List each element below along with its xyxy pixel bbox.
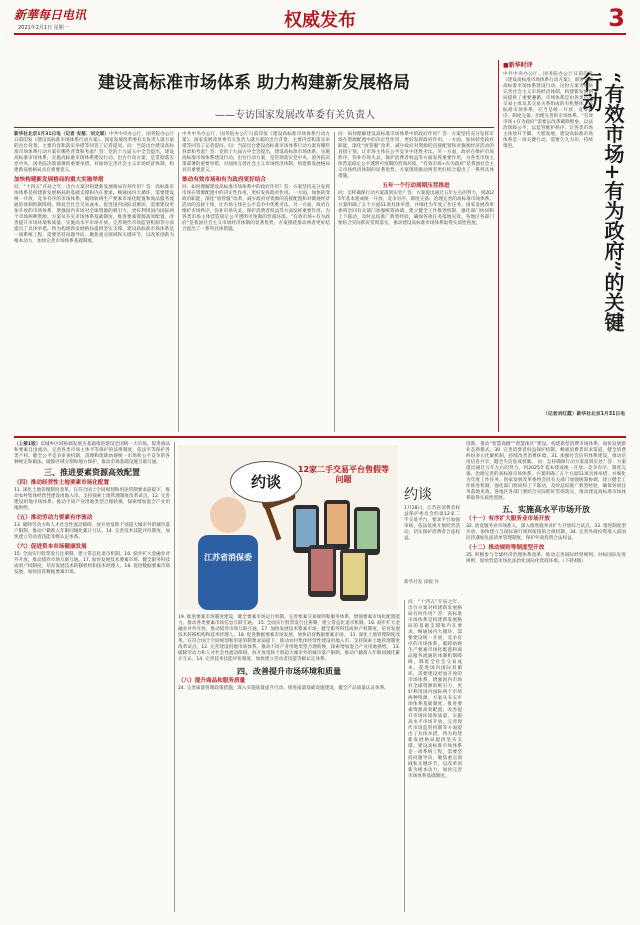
bottom-column-1 [14,442,170,912]
subsection-6-body: 15. 全面实行股票发行注册制，建立常态化退市机制。16. 稳步扩大金融业对外开放，推动债券市场互联互通。17. 加快发展技术要素市场，健全职务科技成果产权制度，培育发展技术转移机构和技术经理人。18. 促进数据要素市场发展，加快培育数据要素市场。 [14,552,170,575]
col2-body: 中共中央办公厅、国务院办公厅日前印发《建设高标准市场体系行动方案》。国家发展改革委有关负责人就方案的出台背景、主要内容和落实举措等回答了记者提问。问：当前出台建设高标准市场体系行动方案有哪些背景和考虑？答：党的十九届五中全会提出，建设高标准市场体系，实施高标准市场体系建设行动。出台行动方案，是贯彻落实党中央、国务院决策部署的重要举措，对加快完善社会主义市场经济体制、构建新发展格局具有重要意义。 [182,132,330,173]
masthead-logo: 新華每日电讯 [14,8,87,22]
subsection-4-body: 11. 深化土地管理制度改革。在符合国土空间规划和用途管制要求前提下，推动农村集体经营性建设用地入市。支持探索土地管理制度改革试点。12. 完善建设用地市场体系。推动不同产业用地类型合理转换，探索增加混合产业用地供给。 [14,488,170,511]
continued-marker: （上接1版） [14,442,41,447]
section-heading-3: 五年一个行动周期压茬推进 [382,183,450,189]
right-body-extra: 问：怎样确保行动方案落到实处？答：方案提出通过五年左右的努力，到2025年基本建成统一开放、竞争有序、制度完备、治理完善的高标准市场体系。方案明确了五个方面51项具体举措，并细化为年度工作任务。国家发展改革委将会同有关部门加强统筹协调，建立健全工作推进机制，强化部门协同和上下联动，及时总结推广典型经验，确保各项任务落地见效。各地区各部门要结合实际抓好贯彻落实，推动建设高标准市场体系取得实质性进展。 [466,460,626,501]
column-divider [178,132,179,432]
section-body-2: 问：如何理解建设高标准市场体系中的政府作用？答：方案坚持充分发挥市场在资源配置中的决定性作用，更好发挥政府作用。一方面，加快转变政府职能，深化“放管服”改革，减少政府对资源的直接配置和对微观经济活动的直接干预，让市场主体在公平竞争中优胜劣汰。另一方面，政府在维护市场秩序、弥补市场失灵、保护消费者权益等方面发挥重要作用，为各类市场主体营造稳定公平透明可预期的营商环境。“有效市场+有为政府”是我国社会主义市场经济体制的显著优势，方案围绕推动两者更好结合提出了一系列具体措施。 [182,185,330,232]
headline-rule [14,127,494,128]
column-3 [338,132,494,432]
column-divider [404,600,405,912]
section-heading-1: 加快构建新发展格局的重大实施举措 [14,177,104,183]
left-of-right-column: 问：“十四五”开局之年，出台方案对构建新发展格局有何作用？答：高标准市场体系是构建新发展格局的基础支撑和内在要求。畅通国内大循环，需要建设统一开放、竞争有序的市场体系，破除妨碍生产要素市场化配置和商品服务流通的体制机制障碍，降低全社会交易成本。促进国内国际双循环，需要建设更加开放的市场体系，增强国内市场对全球资源的吸引力，更好利用国内国际两个市场两种资源。方案从夯实市场体系基础制度、推进要素资源高效配置、改善提升市场环境和质量、实施高水平市场开放、完善现代市场监管机制等方面提出了具体举措，将为构建新发展格局提供坚实支撑。建设高标准市场体系是一项系统工程，需要坚持问题导向，聚焦重点领域和关键环节，以改革创新为根本动力，加快完善市场体系基础制度。 [408,600,462,779]
middle-column [178,615,400,912]
column-divider [174,442,175,912]
sidebar-label: ■新华时评 [503,62,533,69]
column-2 [182,132,330,432]
subsection-11: （十一）有序扩大服务业市场开放 [466,516,550,522]
middle-body-more-2: 13. 破除劳动力和人才社会性流动障碍。放开放宽除个别超大城市外的城市落户限制，推动户籍准入年限同城化累计互认。14. 完善技术技能评价制度，加快建立劳动者技能等级认定体系。 [178,645,400,662]
subsection-5-body: 13. 破除劳动力和人才社会性流动障碍。放开放宽除个别超大城市外的城市落户限制，推动户籍准入年限同城化累计互认。14. 完善技术技能评价制度，加快建立劳动者技能等级认定体系。 [14,523,170,540]
sidebar-credit: （记者刘红霞）新华社北京1月31日电 [543,412,625,417]
headline-subtitle: ——专访国家发展改革委有关负责人 [215,110,375,121]
subsection-8-body: 24. 完善质量管理政策措施，深入实施质量提升行动，推进质量基础设施建设，健全产品质量认证体系。 [178,686,389,691]
subsection-4: （四）推动经营性土地要素市场化配置 [14,480,110,486]
subsection-12-body: 35. 积极参与全球经济治理体系改革，推动完善国际经贸规则。对标国际先进规则，加快营造市场化法治化国际化营商环境。（下转4版） [466,553,626,564]
headline: 建设高标准市场体系 助力构建新发展格局 [98,73,410,93]
masthead-rule [14,33,626,35]
speech-bubble: 约谈 [230,461,302,503]
cartoon-banner: 12家二手交易平台售假等问题 [297,465,390,484]
section-body-1: 问：“十四五”开局之年，出台方案对构建新发展格局有何作用？答：高标准市场体系是构建新发展格局的基础支撑和内在要求。畅通国内大循环，需要建设统一开放、竞争有序的市场体系，破除妨碍生产要素市场化配置和商品服务流通的体制机制障碍，降低全社会交易成本。促进国内国际双循环，需要建设更加开放的市场体系，增强国内市场对全球资源的吸引力，更好利用国内国际两个市场两种资源。方案从夯实市场体系基础制度、推进要素资源高效配置、改善提升市场环境和质量、实施高水平市场开放、完善现代市场监管机制等方面提出了具体举措，将为构建新发展格局提供坚实支撑。建设高标准市场体系是一项系统工程，需要坚持问题导向，聚焦重点领域和关键环节，以改革创新为根本动力，加快完善市场体系基础制度。 [14,185,174,244]
section-5-title: 五、实施高水平市场开放 [502,505,590,514]
section-rule [14,436,626,438]
cartoon-title: 约谈 [404,487,432,503]
lead-body: 中共中央办公厅、国务院办公厅日前印发《建设高标准市场体系行动方案》。国家发展改革委有关负责人就方案的出台背景、主要内容和落实举措等回答了记者提问。问：当前出台建设高标准市场体系行动方案有哪些背景和考虑？答：党的十九届五中全会提出，建设高标准市场体系，实施高标准市场体系建设行动。出台行动方案，是贯彻落实党中央、国务院决策部署的重要举措，对加快完善社会主义市场经济体制、构建新发展格局具有重要意义。 [14,132,174,173]
page-number: 3 [608,4,625,32]
right-body: 创新，推动“智慧商圈”“智慧街区”建设。构建新型消费市场体系，加快发展新业态新模式。30. 完善消费者权益保护机制，畅通消费者诉求渠道，健全消费纠纷多元化解机制，持续改善消费环境。31. 加强社会信用体系建设，推动信用信息共享，健全失信惩戒机制。 [466,442,626,465]
column-divider [334,132,335,432]
byline: 新华社北京1月31日电（记者 安蓓、刘文斌） [14,132,109,137]
right-column [466,442,626,912]
section-heading-2: 推动有效市场和有为政府更好结合 [182,177,266,183]
subsection-5: （五）推动劳动力要素有序流动 [14,515,93,521]
cartoon-caption: 1月28日，江苏省消费者权益保护委员会约谈12家二手交易平台，要求平台加强审核，依法依规开展经营活动，切实保护消费者合法权益。 [404,506,460,541]
section-title: 权威发布 [284,10,356,31]
subsection-11-body: 32. 放宽服务业市场准入，深入推进服务业扩大开放综合试点。33. 推进制度型开放，加快建立与国际通行规则衔接的合规机制。34. 完善外商投资准入前国民待遇加负面清单管理制度，保护外商投资合法权益。 [466,524,626,541]
sidebar-divider [498,60,499,432]
middle-body-more: 11. 深化土地管理制度改革。在符合国土空间规划和用途管制要求前提下，推动农村集体经营性建设用地入市。支持探索土地管理制度改革试点。12. 完善建设用地市场体系。推动不同产业用地类型合理转换，探索增加混合产业用地供给。 [178,633,400,650]
sidebar-calligraphy-title: “有效市场+有为政府”的关键行动 [579,72,625,332]
subsection-8: （八）提升商品和服务质量 [178,678,246,684]
section-4-title: 四、改善提升市场环境和质量 [237,667,341,676]
cartoon-label: 江苏省消保委 [204,553,252,562]
middle-body: 19. 推进要素市场制度建设，健全要素市场运行机制，完善要素交易规则和服务体系，增强要素市场化配置能力。推动各类要素市场信息互联互通。 [178,615,400,626]
section-body-3: 问：怎样确保行动方案落到实处？答：方案提出通过五年左右的努力，到2025年基本建成统一开放、竞争有序、制度完备、治理完善的高标准市场体系。方案明确了五个方面51项具体举措，并细化为年度工作任务。国家发展改革委将会同有关部门加强统筹协调，建立健全工作推进机制，强化部门协同和上下联动，及时总结推广典型经验，确保各项任务落地见效。各地区各部门要结合实际抓好贯彻落实，推动建设高标准市场体系取得实质性进展。 [338,191,494,226]
col3-body: 问：如何理解建设高标准市场体系中的政府作用？答：方案坚持充分发挥市场在资源配置中的决定性作用，更好发挥政府作用。一方面，加快转变政府职能，深化“放管服”改革，减少政府对资源的直接配置和对微观经济活动的直接干预，让市场主体在公平竞争中优胜劣汰。另一方面，政府在维护市场秩序、弥补市场失灵、保护消费者权益等方面发挥重要作用，为各类市场主体营造稳定公平透明可预期的营商环境。“有效市场+有为政府”是我国社会主义市场经济体制的显著优势，方案围绕推动两者更好结合提出了一系列具体措施。 [338,132,494,179]
lead-column [14,132,174,432]
section-3-title: 三、推进要素资源高效配置 [44,468,140,477]
sidebar-body: 中共中央办公厅、国务院办公厅日前印发《建设高标准市场体系行动方案》，部署实施高标准市场体系建设行动。这份方案为加快完善社会主义市场经济体制、构建新发展格局提供了重要遵循。市场体系是由各类市场交易主体及其交易关系组成的有机整体。高标准市场体系，应当是统一开放、竞争有序、制度完备、治理完善的市场体系。“有效市场+有为政府”需要以改革破除壁垒，以法治保障公平，以监管维护秩序，让各类市场主体放开手脚、大胆发展。建设高标准市场体系是一场关键行动，需要久久为功、持续推进。 [503,72,593,149]
subsection-6: （六）促进资本市场健康发展 [14,544,87,550]
continued-body: 以城乡区域协调发展为基础推进建设全国统一大市场，促进商品和要素自由流动。完善各类市场主体平等保护的法律制度，依法平等保护各类产权。健全公平竞争审查机制，清理和废除妨碍统一市场和公平竞争的各种规定和做法。破除区域分割和地方保护，推动市场基础设施互联互通。 [14,442,170,465]
cartoon-illustration [178,445,398,610]
subsection-12: （十二）推动规则等制度型开放 [466,545,545,551]
middle-body-extra: 15. 全面实行股票发行注册制，建立常态化退市机制。16. 稳步扩大金融业对外开放，推动债券市场互联互通。17. 加快发展技术要素市场，健全职务科技成果产权制度，培育发展技术转移机构和技术经理人。18. 促进数据要素市场发展，加快培育数据要素市场。 [178,621,400,638]
cartoon-credit: 新华社发 徐骏 作 [404,580,440,585]
masthead-date: 2021年2月1日 星期一 [18,25,69,31]
